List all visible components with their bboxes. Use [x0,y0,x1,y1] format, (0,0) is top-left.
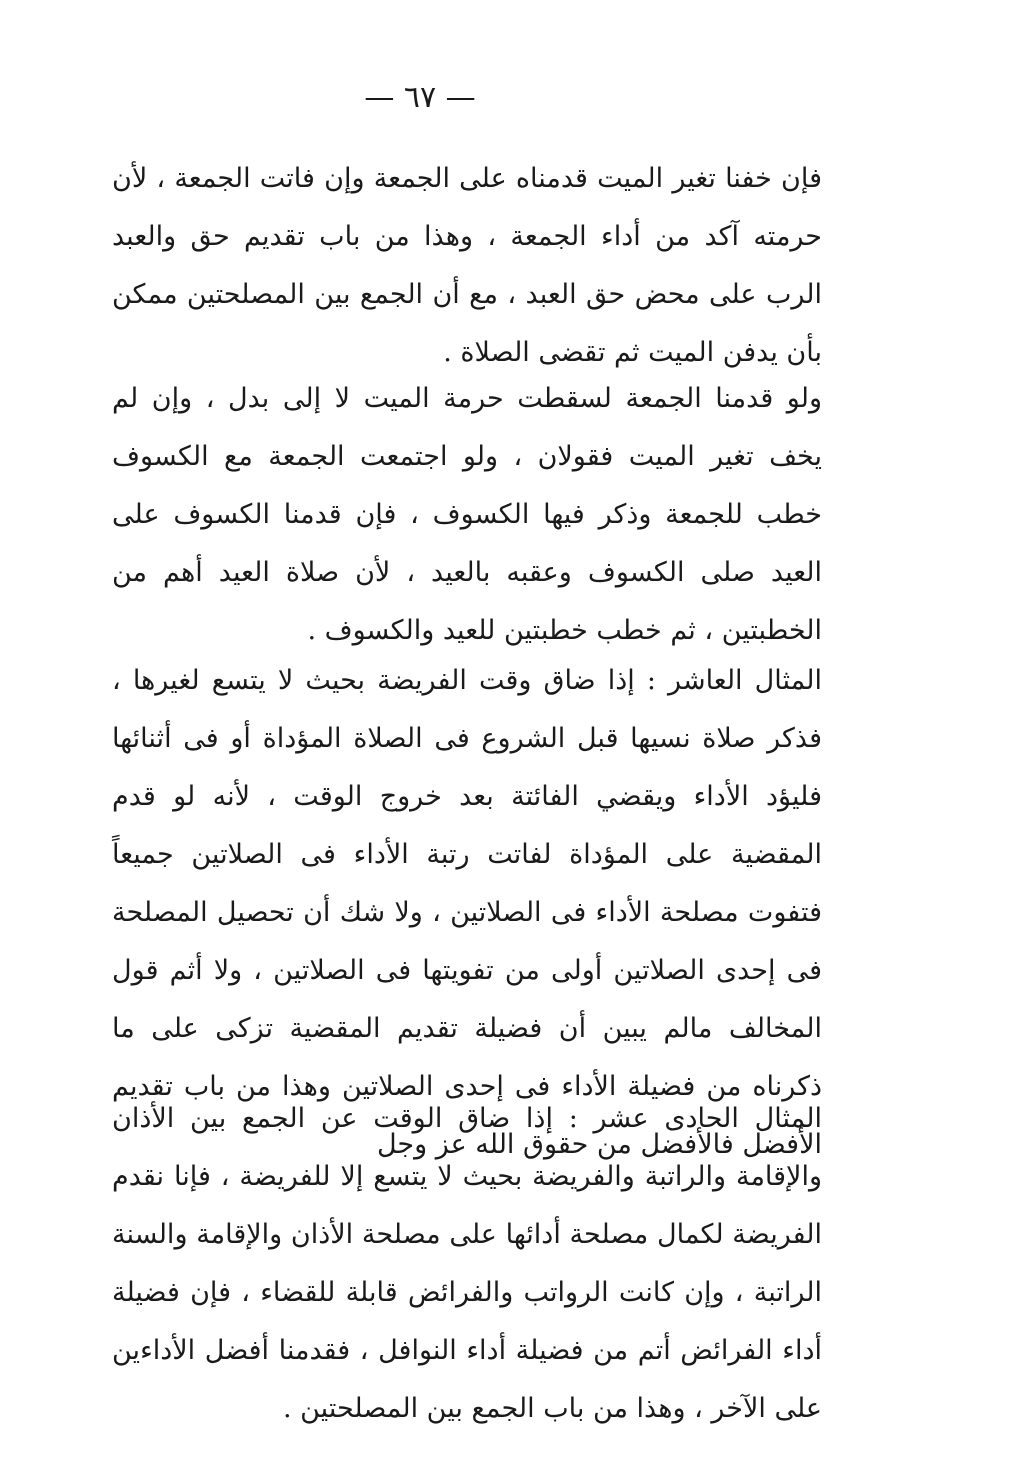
paragraph-text: فإن خفنا تغير الميت قدمناه على الجمعة وإن فاتت الجمعة ، لأن حرمته آكد من أداء الجمعة ، وهذا من باب تقديم حق والعبد الرب على محض حق العبد ، مع أن الجمع بين المصلحتين ممكن بأن يدفن الميت ثم تقضى الصلاة . [112,163,822,368]
paragraph-1 [112,150,822,382]
paragraph-4 [112,1090,822,1438]
page-number: — ٦٧ — [364,80,476,115]
paragraph-2 [112,370,822,660]
paragraph-text: ولو قدمنا الجمعة لسقطت حرمة الميت لا إلى بدل ، وإن لم يخف تغير الميت فقولان ، ولو اجتمعت الجمعة مع الكسوف خطب للجمعة وذكر فيها الكسوف ، فإن قدمنا الكسوف على العيد صلى الكسوف وعقبه بالعيد ، لأن صلاة العيد أهم من الخطبتين ، ثم خطب خطبتين للعيد والكسوف . [112,383,822,646]
paragraph-text: المثال الحادى عشر : إذا ضاق الوقت عن الجمع بين الأذان والإقامة والراتبة والفريضة بحيث لا يتسع إلا للفريضة ، فإنا نقدم الفريضة لكمال مصلحة أدائها على مصلحة الأذان والإقامة والسنة الراتبة ، وإن كانت الرواتب والفرائض قابلة للقضاء ، فإن فضيلة أداء الفرائض أتم من فضيلة أداء النوافل ، فقدمنا أفضل الأداءين على الآخر ، وهذا من باب الجمع بين المصلحتين . [112,1103,822,1424]
paragraph-text: المثال العاشر : إذا ضاق وقت الفريضة بحيث لا يتسع لغيرها ، فذكر صلاة نسيها قبل الشروع فى الصلاة المؤداة أو فى أثنائها فليؤد الأداء ويقضي الفائتة بعد خروج الوقت ، لأنه لو قدم المقضية على المؤداة لفاتت رتبة الأداء فى الصلاتين جميعاً فتفوت مصلحة الأداء فى الصلاتين ، ولا شك أن تحصيل المصلحة فى إحدى الصلاتين أولى من تفويتها فى الصلاتين ، ولا أثم قول المخالف مالم يبين أن فضيلة تقديم المقضية تزكى على ما ذكرناه من فضيلة الأداء فى إحدى الصلاتين وهذا من باب تقديم الأفضل فالأفضل من حقوق الله عز وجل [112,665,822,1160]
